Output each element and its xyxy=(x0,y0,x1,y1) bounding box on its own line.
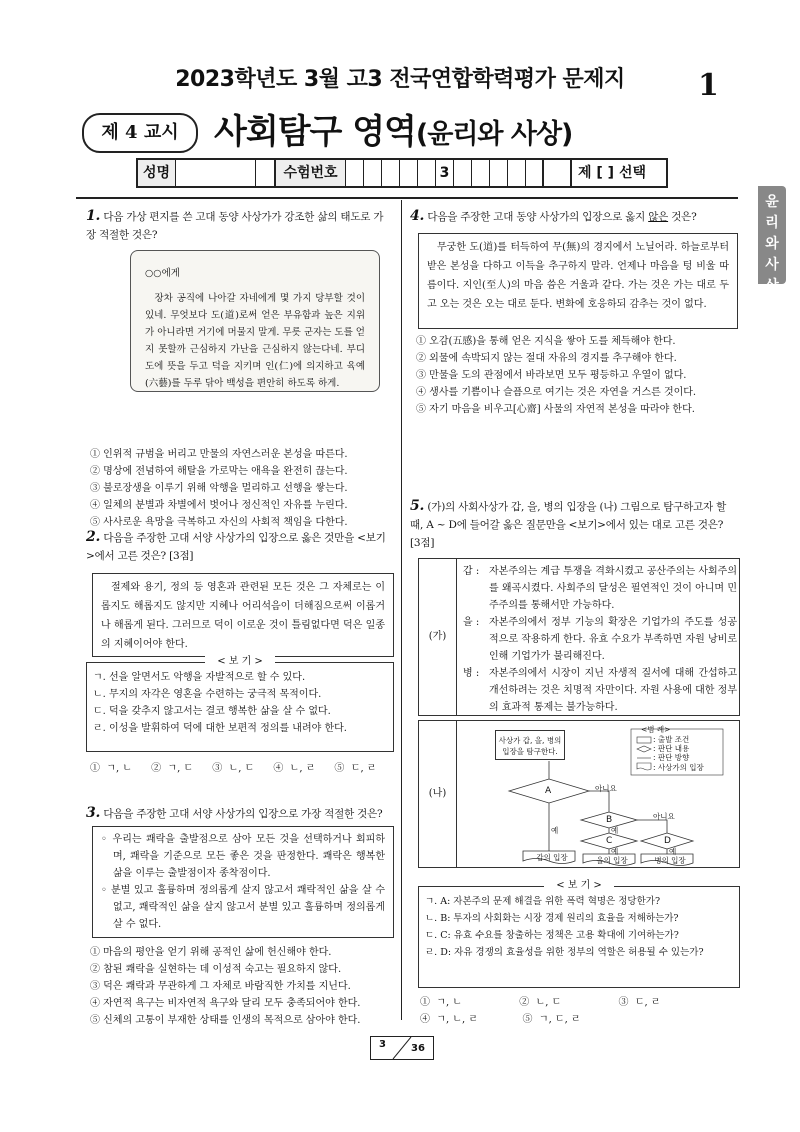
q3-passage xyxy=(92,826,394,938)
q4-stem-underline: 않은 xyxy=(648,211,669,223)
q5-bogi-item: ㄷ. C: 유효 수요를 창출하는 정책은 고용 확대에 기여하는가? xyxy=(425,930,679,941)
exam-no-label: 수험번호 xyxy=(276,160,346,186)
flow-start-box: 사상가 갑, 을, 병의 입장을 탐구한다. xyxy=(495,730,565,760)
q5-bogi-item: ㄴ. B: 투자의 사회화는 시장 경제 원리의 효율을 저해하는가? xyxy=(425,913,679,924)
legend-item: : 출발 조건 xyxy=(653,735,690,744)
q1-options xyxy=(90,446,396,531)
label-yes-b: 예 xyxy=(611,826,619,835)
q1-letter-greeting: ○○에게 xyxy=(145,268,180,279)
q4-stem xyxy=(410,207,730,226)
q2-bogi-item: ㄱ. 선을 알면서도 악행을 자발적으로 할 수 있다. xyxy=(93,672,306,683)
q3-stem xyxy=(86,804,392,823)
label-no-b: 아니요 xyxy=(653,812,675,821)
result-eul: 을의 입장 xyxy=(596,856,628,865)
footer-total: 36 xyxy=(411,1043,425,1054)
q5-label-na: (나) xyxy=(419,721,457,867)
q4-options xyxy=(416,333,738,418)
q3-number: 3. xyxy=(86,805,101,821)
q5-bogi-title: < 보 기 > xyxy=(544,879,614,893)
q5-bogi-box xyxy=(418,880,740,988)
exam-no-box[interactable] xyxy=(526,160,544,186)
q5-stem xyxy=(410,497,730,552)
q4-option-5[interactable]: ⑤ 자기 마음을 비우고[心齋] 사물의 자연적 본성을 따라야 한다. xyxy=(416,404,695,415)
period-badge: 제 4 교시 xyxy=(82,113,198,153)
label-yes-c: 예 xyxy=(611,847,619,856)
q1-option-5[interactable]: ⑤ 사사로운 욕망을 극복하고 자신의 사회적 책임을 다한다. xyxy=(90,517,348,528)
label-no-a: 아니요 xyxy=(595,784,617,793)
q3-option-3[interactable]: ③ 덕은 쾌락과 무관하게 그 자체로 바람직한 가치를 지닌다. xyxy=(90,981,351,992)
subject-title xyxy=(214,104,572,153)
q4-option-3[interactable]: ③ 만물을 도의 관점에서 바라보면 모두 평등하고 우열이 없다. xyxy=(416,370,687,381)
footer-page: 3 xyxy=(379,1039,386,1050)
q2-bogi-item: ㄴ. 무지의 자각은 영혼을 수련하는 궁극적 목적이다. xyxy=(93,689,322,700)
node-d-label: D xyxy=(664,836,671,846)
q4-stem-suffix: 것은? xyxy=(668,211,697,223)
subject-main: 사회탐구 영역 xyxy=(214,112,416,152)
exam-no-box[interactable] xyxy=(382,160,400,186)
name-label: 성명 xyxy=(138,160,176,186)
q5-options-line1[interactable]: ① ㄱ, ㄴ ② ㄴ, ㄷ ③ ㄷ, ㄹ xyxy=(420,997,661,1008)
q2-passage: 절제와 용기, 정의 등 영혼과 관련된 모든 것은 그 자체로는 이롭지도 해롭지도 않지만 지혜나 어리석음이 더해짐으로써 이롭거나 해롭게 된다. 그러므로 덕이 이로운 것이 틀림없다면 덕은 일종의 지혜이어야 한다. xyxy=(92,573,394,657)
q5-statement-byeong: 병 : 자본주의에서 시장이 지닌 자생적 질서에 대해 간섭하고 개선하려는 것은 치명적 자만이다. 자원 사용에 대한 정부의 효과적 통제는 불가능하다. xyxy=(463,668,737,713)
q4-option-4[interactable]: ④ 생사를 기쁨이나 슬픔으로 여기는 것은 자연을 거스른 것이다. xyxy=(416,387,697,398)
page-footer xyxy=(370,1036,434,1060)
q2-bogi-title: < 보 기 > xyxy=(205,655,275,669)
q5-na-box xyxy=(418,720,740,868)
exam-no-box[interactable] xyxy=(490,160,508,186)
legend-start-icon xyxy=(637,737,651,743)
q1-letter xyxy=(130,250,380,392)
q4-option-1[interactable]: ① 오감(五感)을 통해 얻은 지식을 쌓아 도를 체득해야 한다. xyxy=(416,336,676,347)
q1-letter-body: 장차 공직에 나아갈 자네에게 몇 가지 당부할 것이 있네. 무엇보다 도(道)로써 얻은 부유함과 높은 지위가 아니라면 거기에 머물지 말게. 무릇 군자는 도를 얻지 못할까 근심하지 가난을 근심하지 않는다네. 부디 도에 뜻을 두고 덕을 지키며 인(仁)에 의지하고 육예(六藝)를 두루 닦아 백성을 편안히 하도록 하게. xyxy=(145,293,365,389)
q4-number: 4. xyxy=(410,208,425,224)
exam-no-box[interactable] xyxy=(400,160,418,186)
exam-title: 2023학년도 3월 고3 전국연합학력평가 문제지 xyxy=(175,67,625,92)
q2-bogi-box xyxy=(86,656,394,752)
q1-option-3[interactable]: ③ 불로장생을 이루기 위해 악행을 멀리하고 선행을 쌓는다. xyxy=(90,483,348,494)
q4-stem-prefix: 다음을 주장한 고대 동양 사상가의 입장으로 옳지 xyxy=(427,211,649,223)
q4-passage: 무궁한 도(道)를 터득하여 무(無)의 경지에서 노닐어라. 하늘로부터 받은 본성을 다하고 이득을 추구하지 말라. 언제나 마음을 텅 비울 따름이다. 지인(至人)의 마음 씀은 거울과 같다. 가는 것은 가는 대로 두고 오는 것은 오는 대로 둔다. 변화에 호응하되 감추는 것이 없다. xyxy=(418,233,738,329)
q3-passage-2: ◦ 분별 있고 훌륭하며 정의롭게 살지 않고서 쾌락적인 삶을 살 수 없고, 쾌락적인 삶을 살지 않고서 분별 있고 훌륭하며 정의롭게 살 수 없다. xyxy=(101,885,385,930)
q5-bogi-item: ㄹ. D: 자유 경쟁의 효율성을 위한 정부의 역할은 허용될 수 있는가? xyxy=(425,947,704,958)
exam-no-box[interactable] xyxy=(346,160,364,186)
result-gap: 갑의 입장 xyxy=(536,853,568,862)
exam-no-box[interactable] xyxy=(418,160,436,186)
label-yes-a: 예 xyxy=(551,826,559,835)
side-tab xyxy=(758,186,786,294)
q3-options xyxy=(90,944,396,1029)
q5-stem-text: (가)의 사회사상가 갑, 을, 병의 입장을 (나) 그림으로 탐구하고자 할 때, A ~ D에 들어갈 옳은 질문만을 <보기>에서 있는 대로 고른 것은? [3점] xyxy=(410,501,727,549)
legend-item: : 판단 방향 xyxy=(653,753,690,762)
q5-options-line2[interactable]: ④ ㄱ, ㄴ, ㄹ ⑤ ㄱ, ㄷ, ㄹ xyxy=(420,1014,581,1025)
legend-title: <범 례> xyxy=(641,725,671,734)
node-b-label: B xyxy=(606,815,613,825)
header-rule xyxy=(76,197,738,199)
q3-option-5[interactable]: ⑤ 신체의 고통이 부재한 상태를 인생의 목적으로 삼아야 한다. xyxy=(90,1015,361,1026)
q2-options[interactable]: ① ㄱ, ㄴ ② ㄱ, ㄷ ③ ㄴ, ㄷ ④ ㄴ, ㄹ ⑤ ㄷ, ㄹ xyxy=(90,763,377,774)
q5-statement-eul: 을 : 자본주의에서 정부 기능의 확장은 기업가의 주도를 성공적으로 작용하게 한다. 유효 수요가 부족하면 자원 낭비로 인해 기업가가 불리해진다. xyxy=(463,617,737,662)
q5-statement-gap: 갑 : 자본주의는 계급 투쟁을 격화시켰고 공산주의는 사회주의를 왜곡시켰다. 사회주의 달성은 필연적인 것이 아니며 민주주의를 통해서만 가능하다. xyxy=(463,566,737,611)
q2-number: 2. xyxy=(86,529,101,545)
side-tab-label: 윤리와 사상 xyxy=(765,194,779,294)
candidate-info-table xyxy=(136,158,668,188)
exam-no-box[interactable] xyxy=(454,160,472,186)
q5-label-ga: (가) xyxy=(419,559,457,715)
q3-option-1[interactable]: ① 마음의 평안을 얻기 위해 공적인 삶에 헌신해야 한다. xyxy=(90,947,332,958)
exam-no-box[interactable] xyxy=(508,160,526,186)
q1-option-4[interactable]: ④ 일체의 분별과 차별에서 벗어나 정신적인 자유를 누린다. xyxy=(90,500,348,511)
q2-bogi-item: ㄹ. 이성을 발휘하여 덕에 대한 보편적 정의를 내려야 한다. xyxy=(93,723,347,734)
node-a-label: A xyxy=(545,786,552,796)
q5-bogi-item: ㄱ. A: 자본주의 문제 해결을 위한 폭력 혁명은 정당한가? xyxy=(425,896,661,907)
page-number: 1 xyxy=(698,68,719,103)
q1-stem-text: 다음 가상 편지를 쓴 고대 동양 사상가가 강조한 삶의 태도로 가장 적절한 것은? xyxy=(86,211,384,241)
node-c-label: C xyxy=(606,836,613,846)
q3-option-4[interactable]: ④ 자연적 욕구는 비자연적 욕구와 달리 모두 충족되어야 한다. xyxy=(90,998,361,1009)
exam-no-box[interactable] xyxy=(472,160,490,186)
arrow-a-b xyxy=(589,791,609,812)
q1-number: 1. xyxy=(86,208,101,224)
exam-no-box[interactable] xyxy=(364,160,382,186)
result-byeong: 병의 입장 xyxy=(654,856,686,865)
q4-option-2[interactable]: ② 외물에 속박되지 않는 절대 자유의 경지를 추구해야 한다. xyxy=(416,353,677,364)
label-yes-d: 예 xyxy=(669,847,677,856)
q3-passage-1: ◦ 우리는 쾌락을 출발점으로 삼아 모든 것을 선택하거나 회피하며, 쾌락을 기준으로 모든 좋은 것을 판정한다. 쾌락은 행복한 삶을 이루는 출발점이자 종착점이다. xyxy=(101,834,385,879)
exam-no-digit: 3 xyxy=(436,160,454,186)
q3-stem-text: 다음을 주장한 고대 서양 사상가의 입장으로 가장 적절한 것은? xyxy=(103,808,383,820)
q5-number: 5. xyxy=(410,498,425,514)
q1-option-2[interactable]: ② 명상에 전념하여 해탈을 가로막는 애욕을 완전히 끊는다. xyxy=(90,466,348,477)
legend-item: : 사상가의 입장 xyxy=(653,763,704,772)
name-field[interactable] xyxy=(176,160,256,186)
subject-sub: (윤리와 사상) xyxy=(415,119,573,150)
q2-bogi-item: ㄷ. 덕을 갖추지 않고서는 결코 행복한 삶을 살 수 없다. xyxy=(93,706,331,717)
q2-stem-text: 다음을 주장한 고대 서양 사상가의 입장으로 옳은 것만을 <보기>에서 고른 것은? [3점] xyxy=(86,532,386,562)
q5-ga-box xyxy=(418,558,740,716)
selection-label: 제 [ ] 선택 xyxy=(578,165,646,181)
column-separator xyxy=(401,200,402,1020)
q1-stem xyxy=(86,207,392,244)
q3-option-2[interactable]: ② 참된 쾌락을 실현하는 데 이성적 숙고는 필요하지 않다. xyxy=(90,964,342,975)
q1-option-1[interactable]: ① 인위적 규범을 버리고 만물의 자연스러운 본성을 따른다. xyxy=(90,449,348,460)
q2-stem xyxy=(86,528,392,565)
legend-item: : 판단 내용 xyxy=(653,744,690,753)
